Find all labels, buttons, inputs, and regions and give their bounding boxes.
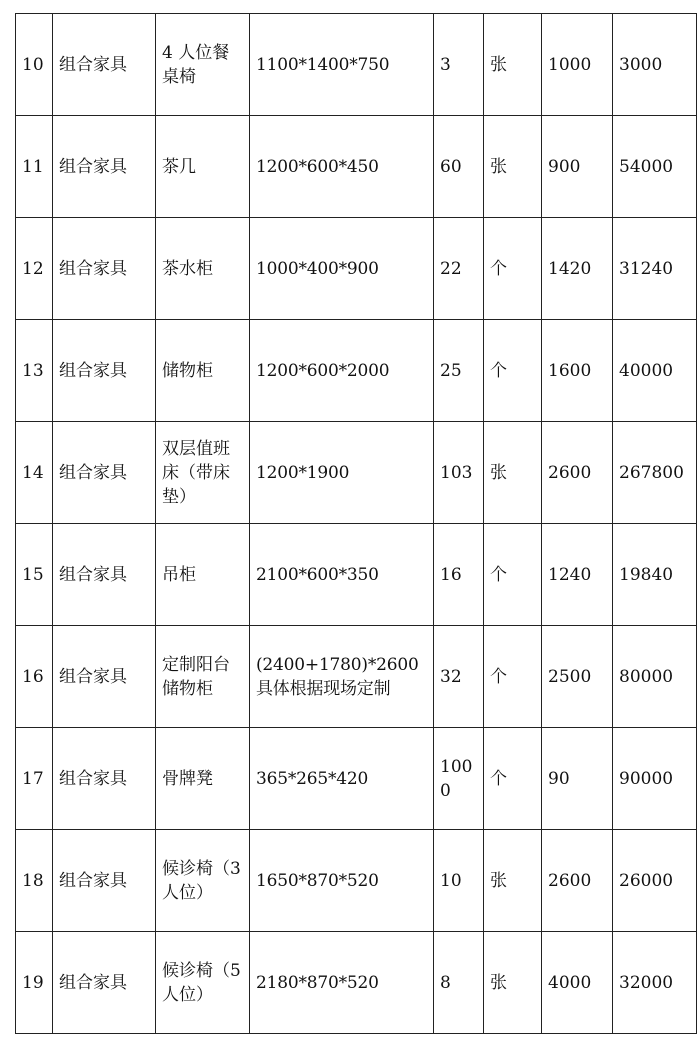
specification-cell: 1100*1400*750 [250, 14, 434, 116]
item-number-cell: 16 [16, 626, 53, 728]
unit-price-cell: 2600 [542, 422, 613, 524]
total-price-cell: 26000 [613, 830, 697, 932]
unit-cell: 张 [484, 422, 542, 524]
unit-cell: 个 [484, 626, 542, 728]
category-cell: 组合家具 [53, 218, 156, 320]
total-price-cell: 54000 [613, 116, 697, 218]
unit-price-cell: 1600 [542, 320, 613, 422]
specification-cell: 1200*600*2000 [250, 320, 434, 422]
quantity-cell: 10 [434, 830, 484, 932]
total-price-cell: 90000 [613, 728, 697, 830]
specification-cell: (2400+1780)*2600 具体根据现场定制 [250, 626, 434, 728]
item-number-cell: 12 [16, 218, 53, 320]
item-number-cell: 19 [16, 932, 53, 1034]
table-row [16, 524, 697, 626]
item-name-cell: 茶水柜 [156, 218, 250, 320]
unit-cell: 个 [484, 728, 542, 830]
table-row [16, 626, 697, 728]
table-row [16, 320, 697, 422]
category-cell: 组合家具 [53, 14, 156, 116]
item-name-cell: 4 人位餐桌椅 [156, 14, 250, 116]
specification-cell: 2100*600*350 [250, 524, 434, 626]
specification-cell: 1650*870*520 [250, 830, 434, 932]
total-price-cell: 80000 [613, 626, 697, 728]
specification-cell: 365*265*420 [250, 728, 434, 830]
unit-price-cell: 4000 [542, 932, 613, 1034]
quantity-cell: 1000 [434, 728, 484, 830]
unit-price-cell: 2600 [542, 830, 613, 932]
item-name-cell: 储物柜 [156, 320, 250, 422]
item-name-cell: 候诊椅（5 人位） [156, 932, 250, 1034]
category-cell: 组合家具 [53, 116, 156, 218]
item-name-cell: 候诊椅（3 人位） [156, 830, 250, 932]
total-price-cell: 31240 [613, 218, 697, 320]
table-row [16, 116, 697, 218]
unit-cell: 个 [484, 320, 542, 422]
quantity-cell: 25 [434, 320, 484, 422]
table-row [16, 830, 697, 932]
category-cell: 组合家具 [53, 728, 156, 830]
category-cell: 组合家具 [53, 626, 156, 728]
category-cell: 组合家具 [53, 830, 156, 932]
item-number-cell: 14 [16, 422, 53, 524]
table-row [16, 422, 697, 524]
quantity-cell: 8 [434, 932, 484, 1034]
item-number-cell: 18 [16, 830, 53, 932]
item-number-cell: 15 [16, 524, 53, 626]
unit-cell: 张 [484, 116, 542, 218]
item-number-cell: 17 [16, 728, 53, 830]
category-cell: 组合家具 [53, 524, 156, 626]
table-row [16, 218, 697, 320]
table-row [16, 932, 697, 1034]
quantity-cell: 103 [434, 422, 484, 524]
item-number-cell: 10 [16, 14, 53, 116]
item-name-cell: 定制阳台储物柜 [156, 626, 250, 728]
quantity-cell: 60 [434, 116, 484, 218]
unit-price-cell: 2500 [542, 626, 613, 728]
total-price-cell: 267800 [613, 422, 697, 524]
unit-price-cell: 900 [542, 116, 613, 218]
total-price-cell: 19840 [613, 524, 697, 626]
unit-price-cell: 1420 [542, 218, 613, 320]
total-price-cell: 40000 [613, 320, 697, 422]
specification-cell: 1200*1900 [250, 422, 434, 524]
unit-cell: 个 [484, 524, 542, 626]
total-price-cell: 3000 [613, 14, 697, 116]
item-number-cell: 13 [16, 320, 53, 422]
item-name-cell: 茶几 [156, 116, 250, 218]
specification-cell: 2180*870*520 [250, 932, 434, 1034]
quantity-cell: 16 [434, 524, 484, 626]
specification-cell: 1200*600*450 [250, 116, 434, 218]
item-name-cell: 吊柜 [156, 524, 250, 626]
item-name-cell: 双层值班床（带床垫） [156, 422, 250, 524]
table-row [16, 728, 697, 830]
unit-price-cell: 1240 [542, 524, 613, 626]
unit-price-cell: 1000 [542, 14, 613, 116]
category-cell: 组合家具 [53, 320, 156, 422]
quantity-cell: 22 [434, 218, 484, 320]
item-number-cell: 11 [16, 116, 53, 218]
unit-price-cell: 90 [542, 728, 613, 830]
category-cell: 组合家具 [53, 932, 156, 1034]
quantity-cell: 3 [434, 14, 484, 116]
table-body [16, 14, 697, 1034]
unit-cell: 张 [484, 14, 542, 116]
table-row [16, 14, 697, 116]
category-cell: 组合家具 [53, 422, 156, 524]
unit-cell: 张 [484, 830, 542, 932]
furniture-price-table [15, 13, 697, 1034]
item-name-cell: 骨牌凳 [156, 728, 250, 830]
specification-cell: 1000*400*900 [250, 218, 434, 320]
unit-cell: 个 [484, 218, 542, 320]
unit-cell: 张 [484, 932, 542, 1034]
quantity-cell: 32 [434, 626, 484, 728]
total-price-cell: 32000 [613, 932, 697, 1034]
